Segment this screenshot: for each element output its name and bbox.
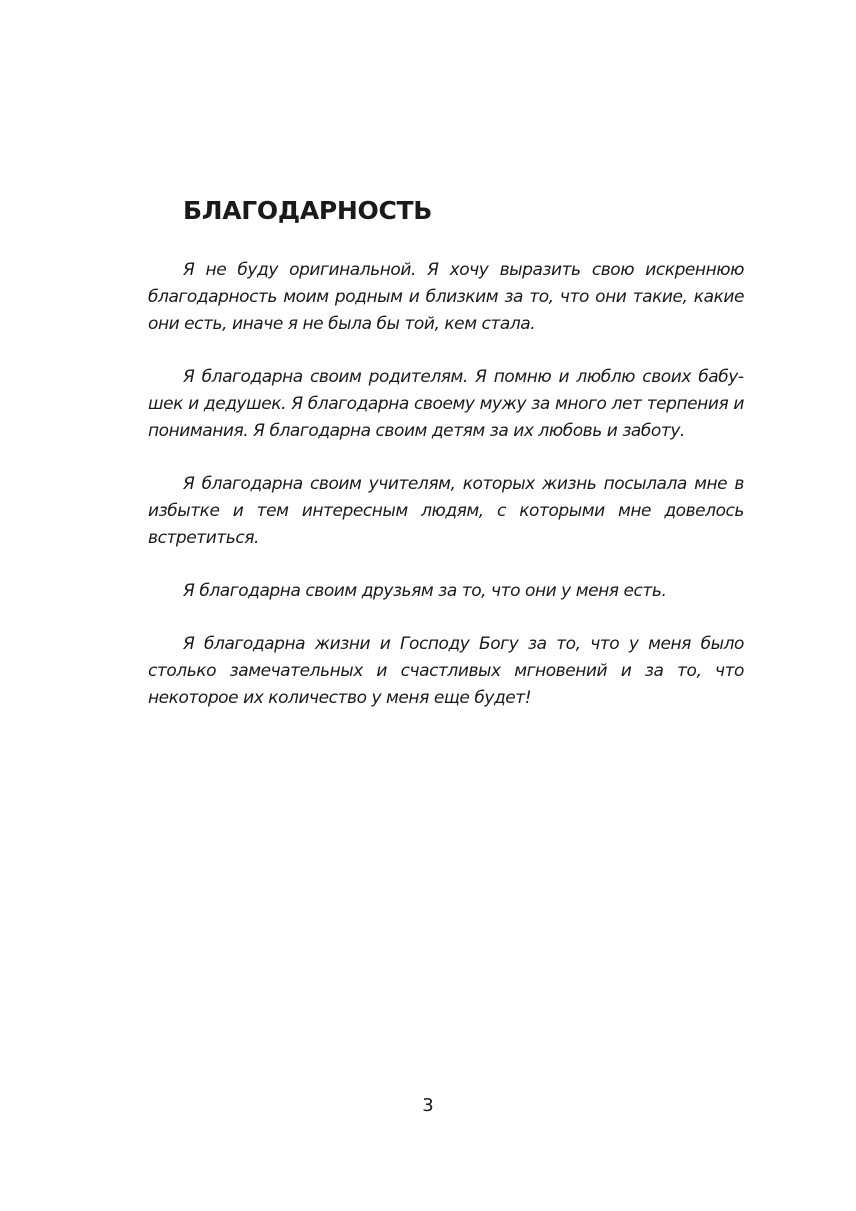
page-number: 3 [422, 1095, 434, 1116]
paragraph-2: Я благодарна своим родителям. Я помню и люблю своих бабушек и дедушек. Я благодарна своему мужу за много лет терпения и понимания. Я благодарна своим детям за их любовь и заботу. [148, 367, 744, 441]
paragraph-1: Я не буду оригинальной. Я хочу выразить свою искреннюю благодарность моим родным и близким за то, что они такие, какие они есть, иначе я не была бы той, кем стала. [148, 260, 744, 334]
paragraph-3: Я благодарна своим учителям, которых жизнь посылала мне в избытке и тем интересным людям, с которыми мне довелось встретиться. [148, 474, 744, 548]
page-title: БЛАГОДАРНОСТЬ [183, 196, 433, 225]
paragraph-5: Я благодарна жизни и Господу Богу за то, что у меня было столько замечательных и счастливых мгновений и за то, что некоторое их количество у меня еще будет! [148, 634, 744, 708]
paragraph-4: Я благодарна своим друзьям за то, что они у меня есть. [183, 581, 667, 601]
page-body [148, 257, 744, 738]
